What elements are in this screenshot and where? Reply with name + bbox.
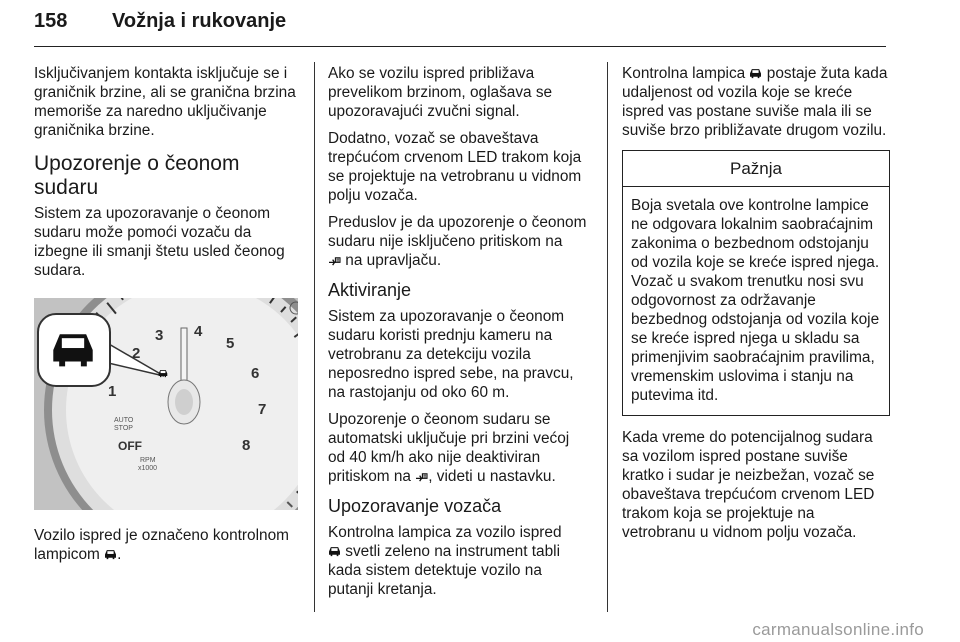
chapter-title: Vožnja i rukovanje bbox=[112, 10, 287, 32]
paragraph: Kontrolna lampica postaje žuta kada udaljenost od vozila koje se kreće ispred vas postane suviše mala ili se suviše brzo približavate drugom vozilu. bbox=[622, 65, 888, 139]
section-paragraph: Sistem za upozoravanje o čeonom sudaru može pomoći vozaču da izbegne ili smanji štetu usled čeonog sudara. bbox=[34, 205, 285, 279]
gauge-number: 7 bbox=[258, 401, 267, 418]
gauge-number: 5 bbox=[226, 335, 235, 352]
collision-alert-button-icon bbox=[328, 255, 341, 266]
paragraph: Ako se vozilu ispred približava prevelikom brzinom, oglašava se upozoravajući zvučni signal. bbox=[328, 65, 553, 120]
off-label: OFF bbox=[118, 439, 142, 453]
collision-alert-button-icon bbox=[415, 471, 428, 482]
auto-stop-label: STOP bbox=[114, 425, 133, 432]
instrument-cluster-figure bbox=[34, 298, 298, 510]
paragraph: Upozorenje o čeonom sudaru se automatski uključuje pri brzini većoj od 40 km/h ako nije deaktiviran pritiskom na , videti u nastavku. bbox=[328, 411, 570, 485]
section-heading: Upozorenje o čeonom sudaru bbox=[34, 152, 240, 199]
section-heading-driver-warning: Upozoravanje vozača bbox=[328, 496, 502, 516]
gauge-number: 8 bbox=[242, 437, 251, 454]
header-rule bbox=[34, 46, 886, 47]
rpm-label: x1000 bbox=[138, 465, 158, 472]
figure-caption: Vozilo ispred je označeno kontrolnom lampicom . bbox=[34, 527, 289, 563]
paragraph: Sistem za upozoravanje o čeonom sudaru koristi prednju kameru na vetrobranu za detekciju vozila neposredno ispred sebe, na pravcu, na rastojanju od oko 60 m. bbox=[328, 308, 574, 401]
paragraph: Kontrolna lampica za vozilo ispred svetli zeleno na instrument tabli kada sistem detektuje vozilo na putanji kretanja. bbox=[328, 524, 562, 598]
column-3 bbox=[622, 64, 890, 550]
paragraph: Preduslov je da upozorenje o čeonom sudaru nije isključeno pritiskom na na upravljaču. bbox=[328, 214, 587, 269]
page-header bbox=[34, 2, 886, 46]
caution-title: Pažnja bbox=[623, 151, 889, 187]
column-divider bbox=[607, 62, 608, 612]
paragraph: Kada vreme do potencijalnog sudara sa vozilom ispred postane suviše kratko i sudar je neizbežan, vozač se obaveštava trepćućom crvenom LED trakom koja se projektuje na vetrobranu u vidnom polju vozača. bbox=[622, 429, 875, 541]
intro-paragraph: Isključivanjem kontakta isključuje se i graničnik brzine, ali se granična brzina memoriše za naredno uključivanje graničnika brzine. bbox=[34, 65, 296, 139]
vehicle-ahead-icon bbox=[104, 549, 117, 560]
section-heading-activation: Aktiviranje bbox=[328, 280, 412, 300]
auto-stop-label: AUTO bbox=[114, 417, 134, 424]
column-2 bbox=[328, 64, 590, 607]
column-divider bbox=[314, 62, 315, 612]
gauge-number: 4 bbox=[194, 323, 203, 340]
caution-text: Boja svetala ove kontrolne lampice ne odgovara lokalnim saobraćajnim zakonima o bezbednom odstojanju od vozila koje se kreće ispred njega. Vozač u svakom trenutku nosi svu odgovornost za održavanje bezbednog odstojanja od vozila koje se kreće ispred njega u skladu sa primenjivim saobraćajnim pravilima, vremenskim uslovima i stanju na putevima itd. bbox=[631, 197, 880, 404]
vehicle-ahead-icon bbox=[749, 68, 762, 79]
gauge-number: 2 bbox=[132, 345, 141, 362]
column-1 bbox=[34, 64, 304, 572]
page-number: 158 bbox=[34, 10, 68, 32]
vehicle-ahead-icon bbox=[328, 546, 341, 557]
caution-box bbox=[622, 150, 890, 416]
paragraph: Dodatno, vozač se obaveštava trepćućom crvenom LED trakom koja se projektuje na vetrobranu u vidnom polju vozača. bbox=[328, 130, 582, 204]
gauge-number: 6 bbox=[251, 365, 260, 382]
gauge-number: 3 bbox=[155, 327, 164, 344]
rpm-label: RPM bbox=[140, 457, 156, 464]
gauge-number: 1 bbox=[108, 383, 117, 400]
watermark: carmanualsonline.info bbox=[752, 620, 924, 639]
